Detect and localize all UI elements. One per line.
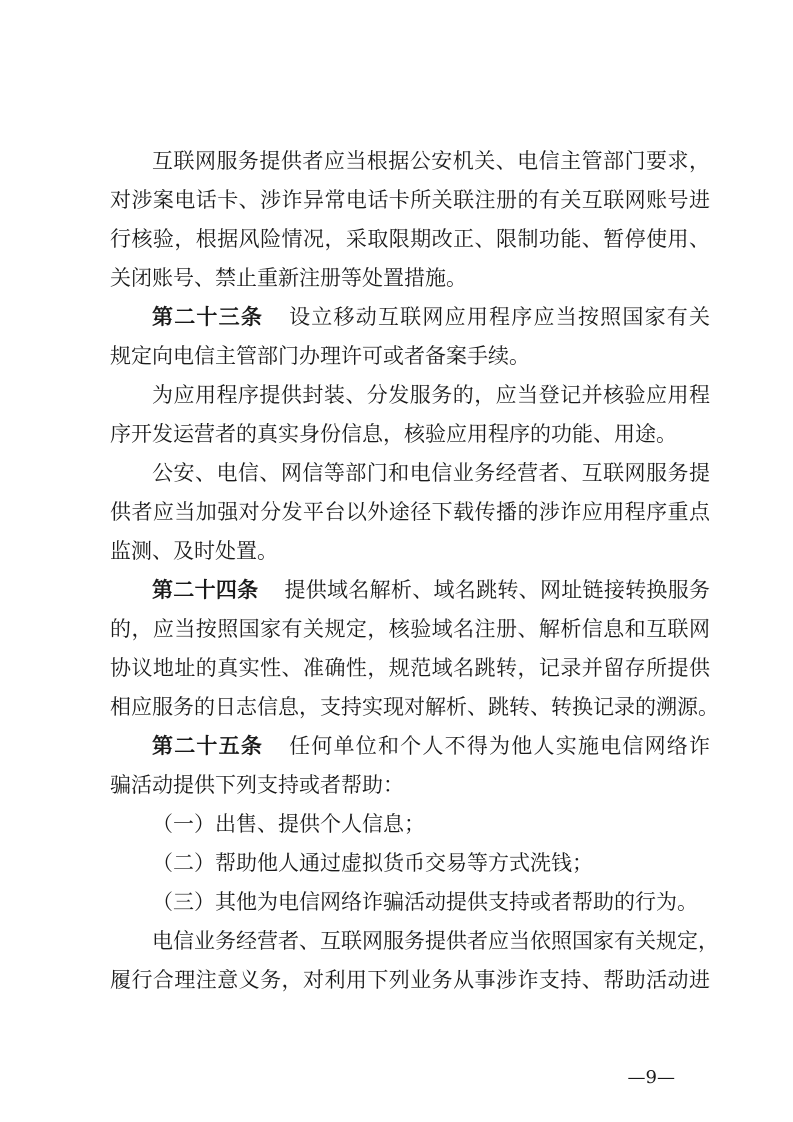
paragraph-line: 电信业务经营者、互联网服务提供者应当依照国家有关规定， [152,929,719,953]
article-23-line [152,303,710,331]
article-heading: 第二十三条 [152,304,264,329]
paragraph-line: 的，应当按照国家有关规定，核验域名注册、解析信息和互联网 [110,617,710,641]
paragraph-line: 协议地址的真实性、准确性，规范域名跳转，记录并留存所提供 [110,656,710,680]
page-number: —9— [627,1067,675,1088]
article-24-line [152,576,710,604]
list-item: （三）其他为电信网络诈骗活动提供支持或者帮助的行为。 [152,890,698,914]
paragraph-line: 序开发运营者的真实身份信息，核验应用程序的功能、用途。 [110,422,677,446]
paragraph-line: 公安、电信、网信等部门和电信业务经营者、互联网服务提 [152,461,710,485]
paragraph-line: 监测、及时处置。 [110,539,278,563]
article-text: 任何单位和个人不得为他人实施电信网络诈 [289,734,711,758]
list-item: （二）帮助他人通过虚拟货币交易等方式洗钱； [152,851,593,875]
article-heading: 第二十四条 [152,577,259,602]
paragraph-line: 供者应当加强对分发平台以外途径下载传播的涉诈应用程序重点 [110,500,710,524]
article-25-line [152,732,710,760]
paragraph-line: 行核验，根据风险情况，采取限期改正、限制功能、暂停使用、 [110,227,710,251]
paragraph-line: 互联网服务提供者应当根据公安机关、电信主管部门要求， [152,149,710,173]
paragraph-line: 对涉案电话卡、涉诈异常电话卡所关联注册的有关互联网账号进 [110,188,710,212]
list-item: （一）出售、提供个人信息； [152,812,425,836]
paragraph-line: 相应服务的日志信息，支持实现对解析、跳转、转换记录的溯源。 [110,695,719,719]
article-heading: 第二十五条 [152,733,264,758]
article-text: 提供域名解析、域名跳转、网址链接转换服务 [284,578,711,602]
paragraph-line: 履行合理注意义务，对利用下列业务从事涉诈支持、帮助活动进 [110,968,710,992]
paragraph-line: 关闭账号、禁止重新注册等处置措施。 [110,266,467,290]
article-text: 设立移动互联网应用程序应当按照国家有关 [289,305,711,329]
paragraph-line: 骗活动提供下列支持或者帮助： [110,773,404,797]
paragraph-line: 为应用程序提供封装、分发服务的，应当登记并核验应用程 [152,383,710,407]
paragraph-line: 规定向电信主管部门办理许可或者备案手续。 [110,344,530,368]
